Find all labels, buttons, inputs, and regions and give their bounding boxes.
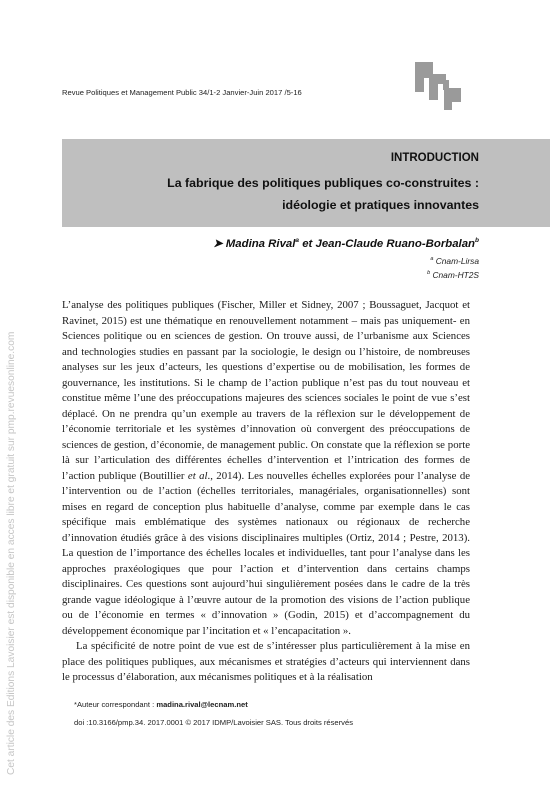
access-watermark: Cet article des Editions Lavoisier est disponible en acces libre et gratuit sur pmp.revuesonline.com (6, 331, 17, 775)
arrow-icon: ➤ (213, 238, 226, 250)
article-body (62, 298, 470, 686)
corresponding-author-footnote (74, 700, 248, 709)
article-title-line-2: idéologie et pratiques innovantes (282, 198, 479, 212)
affiliation-b-name: Cnam-HT2S (432, 270, 479, 280)
author-email-link[interactable]: madina.rival@lecnam.net (156, 700, 248, 709)
paragraph-1-etal: et al (187, 469, 208, 482)
author-2: Jean-Claude Ruano-Borbalan (315, 238, 476, 250)
author-1-affil-mark: a (295, 237, 300, 245)
paragraph-1-part-b: ., 2014). Les nouvelles échelles explorées pour l’analyse de l’intervention ou de l’action (échelles territoriales, managériales, organisationnelles) sont mises en regard de conception plus habituelle d’analyse, comme par exemple dans le cas spécifique mais emblématique des systèmes nationaux ou régionaux de recherche d’innovation étudiés grâce à des visions disciplinaires multiples (Ortiz, 2014 ; Pestre, 2013). La question de l’importance des échelles locales et individuelles, tant pour l’analyse dans les approches praxéologiques que pour l’action et d’intervention dans certains champs disciplinaires. Ces questions sont aujourd’hui singulièrement posées dans le cadre de la très grande vague idéologique à l’œuvre autour de la promotion des visions de l’action publique ou de l’économie en termes « d’innovation » (Godin, 2015) et d’accompagnement du développement économique par l’incitation et « l’encapacitation ». (62, 469, 471, 637)
section-label: INTRODUCTION (390, 152, 479, 164)
affiliation-b-mark: b (427, 270, 431, 277)
authors-join: et (299, 238, 316, 250)
affiliation-b (427, 270, 479, 280)
article-title-line-1: La fabrique des politiques publiques co-construites : (167, 176, 479, 190)
affiliation-a-mark: a (430, 256, 434, 263)
footnote-label: *Auteur correspondant : (74, 700, 157, 709)
pmp-logo (413, 60, 463, 112)
paragraph-1 (62, 298, 470, 639)
author-2-affil-mark: b (475, 237, 479, 245)
affiliation-a (430, 256, 479, 266)
authors (213, 236, 479, 250)
journal-header: Revue Politiques et Management Public 34/1-2 Janvier-Juin 2017 /5-16 (62, 88, 302, 97)
doi-line: doi :10.3166/pmp.34. 2017.0001 © 2017 IDMP/Lavoisier SAS. Tous droits réservés (74, 718, 353, 727)
paragraph-1-part-a: L’analyse des politiques publiques (Fischer, Miller et Sidney, 2007 ; Boussaguet, Jacquot et Ravinet, 2015) est une thématique en renouvellement notamment – mais pas uniquement- en Sciences politique ou en sciences de gestion. On trouve aussi, de l’urbanisme aux Sciences and technologies studies en passant par la sociologie, le design ou l’histoire, de nombreuses analyses sur les jeux d’acteurs, les questions d’expertise ou de mobilisation, les formes de gouvernance, les institutions. Si le champ de l’action publique n’est pas du tout nouveau et constitue même l’une des préoccupations majeures des sciences sociales le point de vue s’est déplacé. On ne prendra qu’un exemple au travers de la réflexion sur le développement de l’économie territoriale et les systèmes d’innovation où convergent des préoccupations de sciences de gestion, d’économie, de management public. On constate que la réflexion se porte là sur l’articulation des différentes échelles d’intervention et l’intrication des formes de l’action publique (Boutillier (62, 299, 470, 482)
affiliation-a-name: Cnam-Lirsa (435, 256, 479, 266)
paragraph-2: La spécificité de notre point de vue est de s’intéresser plus particulièrement à la mise en place des politiques publiques, aux mécanismes et stratégies d’acteurs qui interviennent dans le processus d’élaboration, aux mécanismes politiques et à la réalisation (62, 640, 470, 683)
author-1: Madina Rival (225, 238, 296, 250)
